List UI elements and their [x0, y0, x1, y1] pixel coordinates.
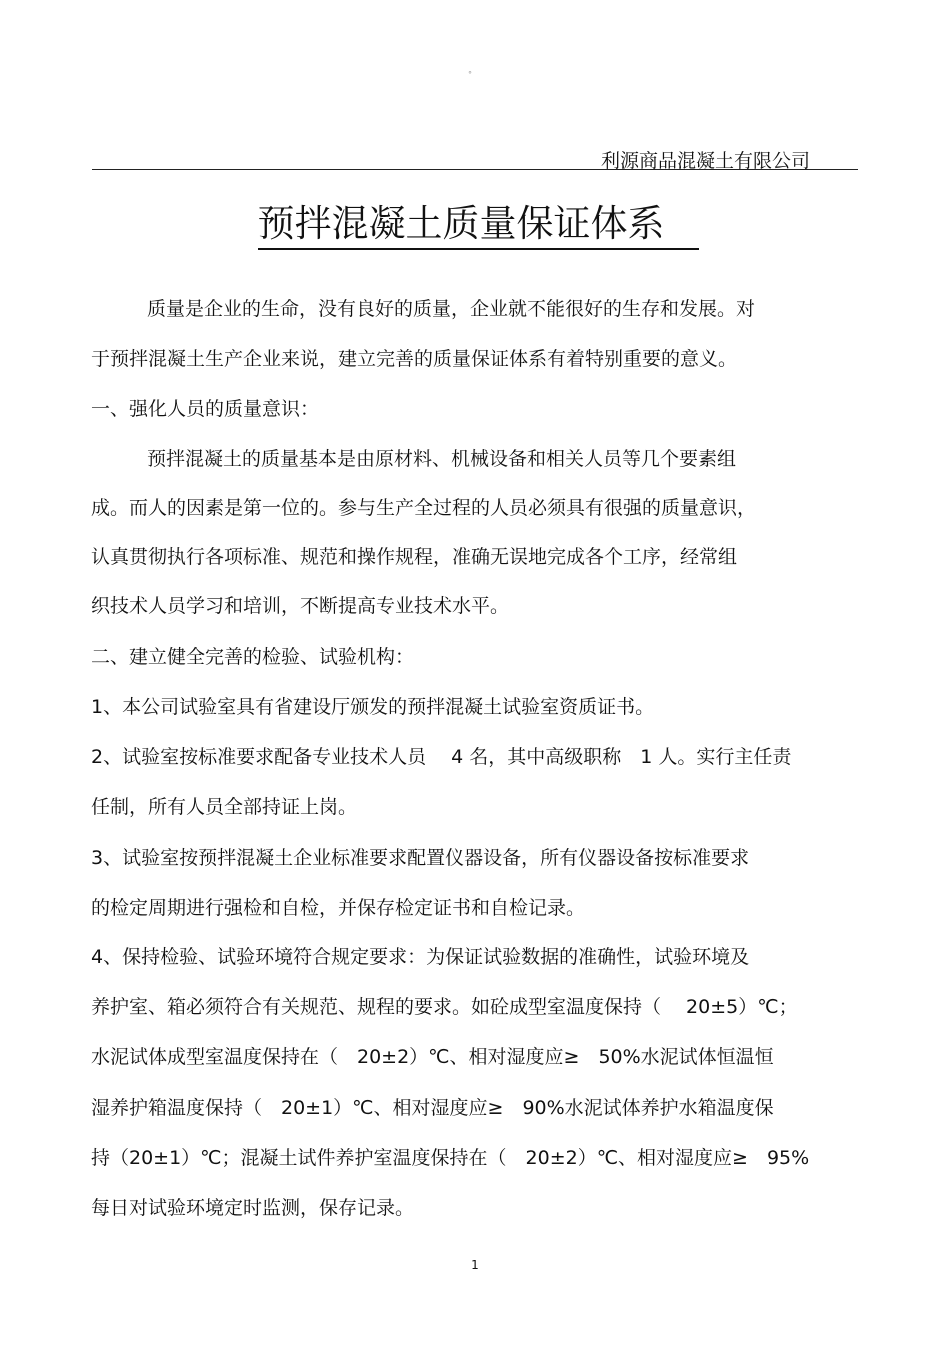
- page-number: 1: [471, 1258, 479, 1272]
- body-line: 湿养护箱温度保持（ 20±1）℃、相对湿度应≥ 90%水泥试体养护水箱温度保: [91, 1097, 774, 1119]
- body-line: 质量是企业的生命，没有良好的质量，企业就不能很好的生存和发展。对: [147, 298, 756, 320]
- list-item: 4、保持检验、试验环境符合规定要求：为保证试验数据的准确性，试验环境及: [91, 946, 750, 968]
- body-line: 水泥试体成型室温度保持在（ 20±2）℃、相对湿度应≥ 50%水泥试体恒温恒: [91, 1046, 774, 1068]
- body-line: 持（20±1）℃；混凝土试件养护室温度保持在（ 20±2）℃、相对湿度应≥ 95%: [91, 1147, 810, 1169]
- body-line: 织技术人员学习和培训，不断提高专业技术水平。: [91, 595, 510, 617]
- body-line: 每日对试验环境定时监测，保存记录。: [91, 1197, 415, 1219]
- top-mark: °: [468, 70, 472, 79]
- body-line: 成。而人的因素是第一位的。参与生产全过程的人员必须具有很强的质量意识，: [91, 497, 757, 519]
- body-line: 认真贯彻执行各项标准、规范和操作规程，准确无误地完成各个工序，经常组: [91, 546, 738, 568]
- body-line: 的检定周期进行强检和自检，并保存检定证书和自检记录。: [91, 897, 586, 919]
- company-name: 利源商品混凝土有限公司: [600, 150, 810, 172]
- list-item: 2、试验室按标准要求配备专业技术人员 4 名，其中高级职称 1 人。实行主任责: [91, 746, 792, 768]
- section-heading: 一、强化人员的质量意识：: [91, 398, 320, 420]
- document-title: [0, 200, 950, 250]
- list-item: 1、本公司试验室具有省建设厅颁发的预拌混凝土试验室资质证书。: [91, 696, 655, 718]
- body-line: 预拌混凝土的质量基本是由原材料、机械设备和相关人员等几个要素组: [147, 448, 737, 470]
- title-text: 预拌混凝土质量保证体系: [258, 200, 699, 250]
- body-line: 于预拌混凝土生产企业来说，建立完善的质量保证体系有着特别重要的意义。: [91, 348, 738, 370]
- header-rule: [92, 169, 858, 170]
- body-line: 养护室、箱必须符合有关规范、规程的要求。如砼成型室温度保持（ 20±5）℃；: [91, 996, 798, 1018]
- list-item: 3、试验室按预拌混凝土企业标准要求配置仪器设备，所有仪器设备按标准要求: [91, 847, 750, 869]
- section-heading: 二、建立健全完善的检验、试验机构：: [91, 646, 415, 668]
- body-line: 任制，所有人员全部持证上岗。: [91, 796, 358, 818]
